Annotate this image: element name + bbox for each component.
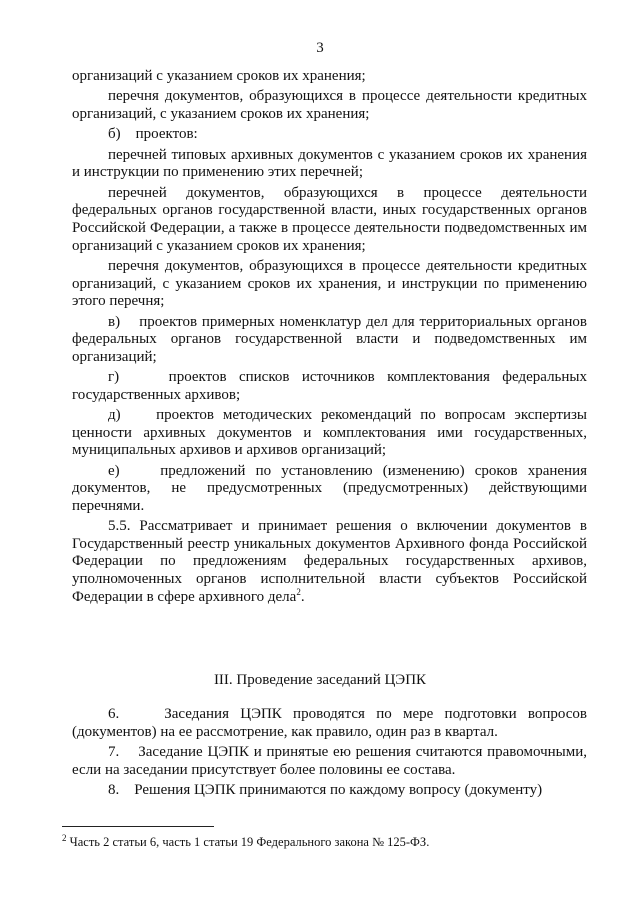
paragraph: д) проектов методических рекомендаций по вопросам экспертизы ценности архивных документов и комплектования ими государственных, муниципальных архивов и архивов организаций; <box>72 407 587 459</box>
paragraph: перечней типовых архивных документов с указанием сроков их хранения и инструкции по применению этих перечней; <box>72 146 587 181</box>
document-body <box>72 68 587 609</box>
footnote-reference: 2 <box>296 586 301 597</box>
paragraph: 8. Решения ЦЭПК принимаются по каждому вопросу (документу) <box>108 781 543 798</box>
page-number: 3 <box>316 40 324 56</box>
paragraph: перечня документов, образующихся в процессе деятельности кредитных организаций, с указанием сроков их хранения, и инструкции по применению этого перечня; <box>72 257 587 310</box>
paragraph: б) проектов: <box>108 126 198 143</box>
paragraph: г) проектов списков источников комплектования федеральных государственных архивов; <box>72 369 587 403</box>
paragraph: перечня документов, образующихся в процессе деятельности кредитных организаций, с указанием сроков их хранения; <box>72 88 587 122</box>
paragraph: перечней документов, образующихся в процессе деятельности федеральных органов государственной власти, иных государственных органов Российской Федерации, а также в процессе деятельности подведомственных им организаций с указанием сроков их хранения; <box>72 184 587 254</box>
footnote-marker: 2 <box>62 832 67 843</box>
footnote-divider <box>62 826 214 827</box>
footnote <box>62 832 582 850</box>
paragraph: 6. Заседания ЦЭПК проводятся по мере подготовки вопросов (документов) на ее рассмотрение, как правило, один раз в квартал. <box>72 706 587 740</box>
paragraph: е) предложений по установлению (изменению) сроков хранения документов, не предусмотренных (предусмотренных) действующими перечнями. <box>72 462 587 514</box>
paragraph: в) проектов примерных номенклатур дел для территориальных органов федеральных органов государственной власти и подведомственных им организаций; <box>72 313 587 365</box>
paragraph: 5.5. Рассматривает и принимает решения о включении документов в Государственный реестр уникальных документов Архивного фонда Российской Федерации по предложениям федеральных государственных архивов, уполномоченных органов исполнительной власти субъектов Российской Федерации в сфере архивного дела$^2$. <box>72 518 587 605</box>
paragraph: 7. Заседание ЦЭПК и принятые ею решения считаются правомочными, если на заседании присутствует более половины ее состава. <box>72 743 587 778</box>
footnote-text: Часть 2 статьи 6, часть 1 статьи 19 Федерального закона № 125-ФЗ. <box>66 835 430 849</box>
section-heading: III. Проведение заседаний ЦЭПК <box>213 672 427 688</box>
paragraph: организаций с указанием сроков их хранения; <box>72 68 366 84</box>
section-body <box>72 706 587 802</box>
